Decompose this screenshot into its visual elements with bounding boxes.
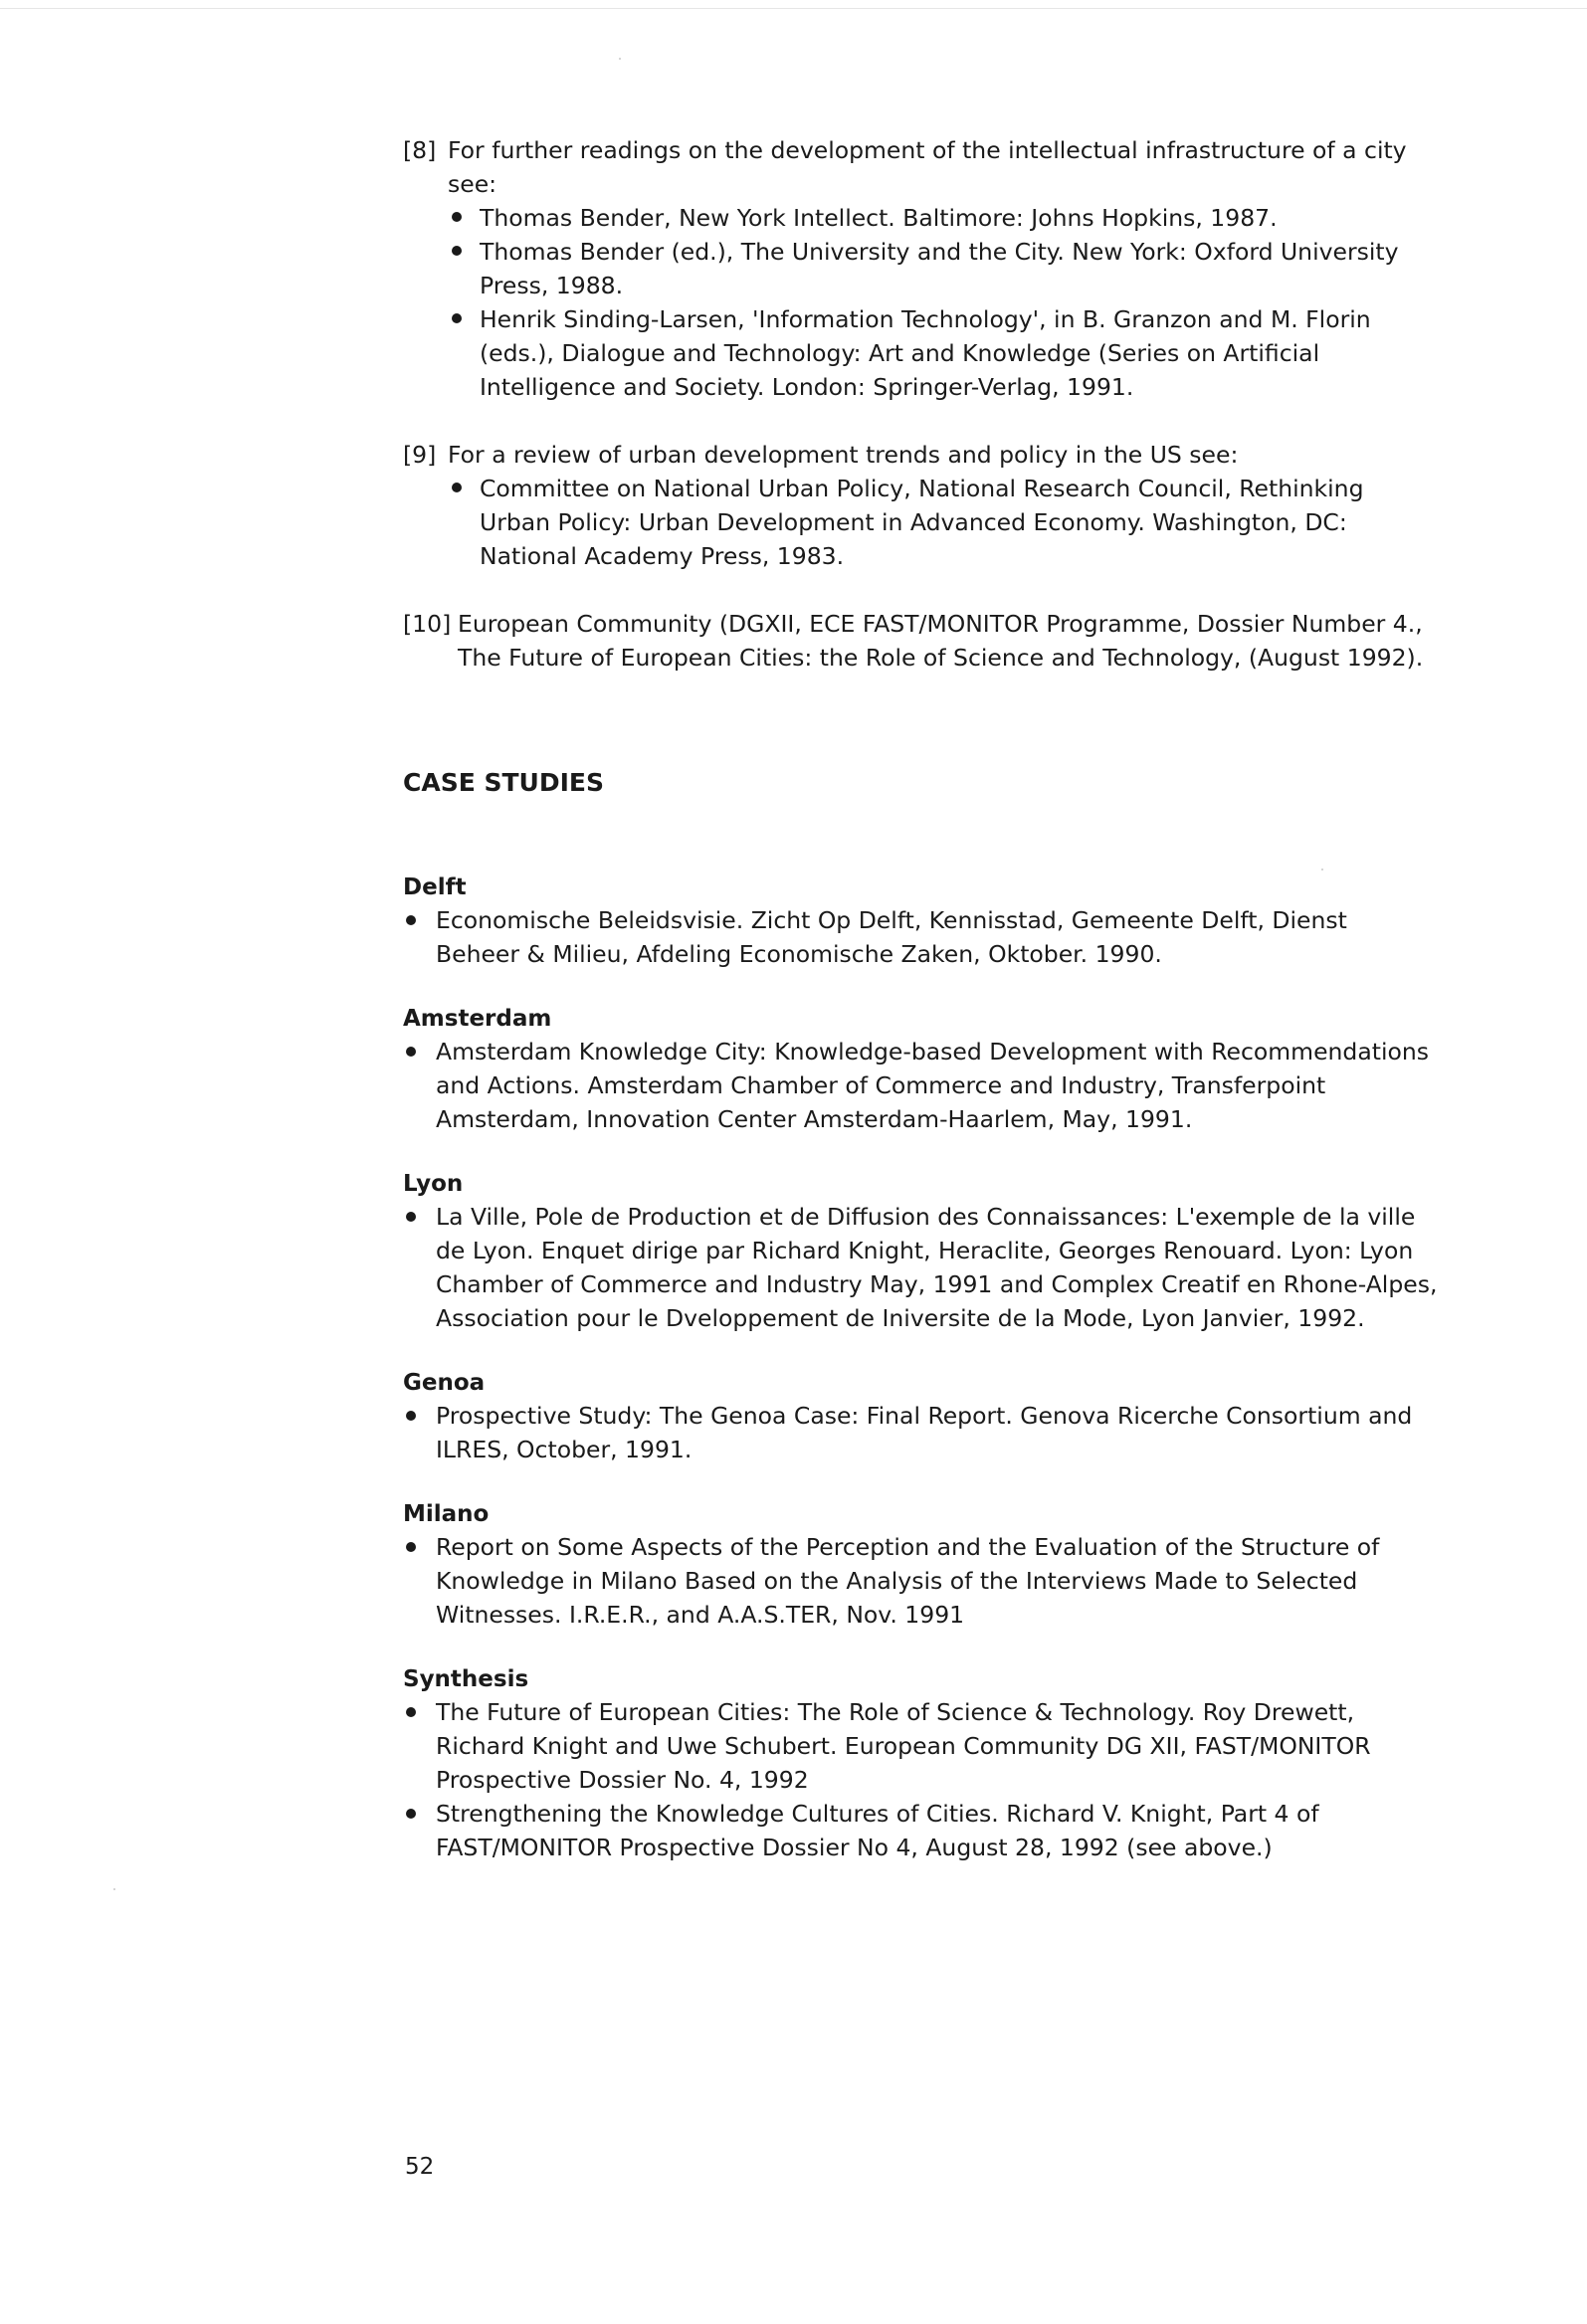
city-heading: Delft [403,874,467,900]
list-item-text: Henrik Sinding-Larsen, 'Information Technology', in B. Granzon and M. Florin (eds.), Dialogue and Technology: Art and Knowledge (Series on Artificial Intelligence and Society. London: Springer-Verlag, 1991. [480,305,1371,401]
list-item-text: Thomas Bender, New York Intellect. Baltimore: Johns Hopkins, 1987. [480,204,1278,232]
list-item [403,903,1438,971]
bullet-icon [452,483,462,492]
bullet-icon [406,915,416,925]
case-study-list [403,1200,1438,1335]
section-heading: CASE STUDIES [403,768,604,797]
city-heading: Genoa [403,1370,486,1396]
list-item [403,1399,1438,1466]
bullet-icon [452,246,462,256]
list-item-text: Report on Some Aspects of the Perception and the Evaluation of the Structure of Knowledge in Milano Based on the Analysis of the Interviews Made to Selected Witnesses. I.R.E.R., and A.A.S.TER, Nov. 1991 [436,1533,1380,1629]
bullet-icon [452,212,462,222]
list-item [403,1035,1438,1136]
reference-10 [403,607,1438,675]
case-study-list [403,1035,1438,1136]
list-item [448,235,1438,302]
reference-body [458,607,1438,675]
bullet-icon [406,1047,416,1057]
list-item-text: Strengthening the Knowledge Cultures of Cities. Richard V. Knight, Part 4 of FAST/MONITOR Prospective Dossier No 4, August 28, 1992 (see above.) [436,1800,1319,1861]
page-content [403,133,1438,1864]
list-item [448,302,1438,404]
scan-top-edge [0,8,1587,9]
page-number: 52 [405,2154,435,2180]
case-study-lyon [403,1168,1438,1335]
case-study-delft [403,872,1438,971]
city-heading: Milano [403,1501,490,1527]
list-item [403,1797,1438,1864]
reference-intro: For further readings on the development of the intellectual infrastructure of a city see: [448,136,1407,198]
reference-text: European Community (DGXII, ECE FAST/MONITOR Programme, Dossier Number 4., The Future of European Cities: the Role of Science and Technology, (August 1992). [458,610,1424,672]
list-item-text: Amsterdam Knowledge City: Knowledge-based Development with Recommendations and Actions. Amsterdam Chamber of Commerce and Industry, Transferpoint Amsterdam, Innovation Center Amsterdam-Haarlem, May, 1991. [436,1038,1430,1133]
case-study-genoa [403,1367,1438,1466]
reference-number: [9] [403,441,437,469]
reference-body [448,438,1438,573]
city-heading: Synthesis [403,1666,529,1692]
city-heading: Amsterdam [403,1006,552,1032]
list-item [403,1695,1438,1797]
bullet-icon [406,1411,416,1421]
case-study-milano [403,1498,1438,1632]
reference-intro: For a review of urban development trends and policy in the US see: [448,441,1239,469]
list-item-text: Thomas Bender (ed.), The University and the City. New York: Oxford University Press, 1988. [480,238,1399,299]
list-item [403,1530,1438,1632]
list-item-text: Economische Beleidsvisie. Zicht Op Delft, Kennisstad, Gemeente Delft, Dienst Beheer & Milieu, Afdeling Economische Zaken, Oktober. 1990. [436,906,1347,968]
list-item [448,201,1438,235]
reference-9 [403,438,1438,573]
list-item [448,472,1438,573]
case-study-list [403,1530,1438,1632]
reference-number: [8] [403,136,437,164]
scan-speck [113,1888,115,1890]
reference-list [448,472,1438,573]
bullet-icon [406,1542,416,1552]
bullet-icon [406,1809,416,1819]
reference-body [448,133,1438,404]
bullet-icon [406,1212,416,1222]
case-study-synthesis [403,1663,1438,1864]
list-item-text: The Future of European Cities: The Role of Science & Technology. Roy Drewett, Richard Knight and Uwe Schubert. European Community DG XII, FAST/MONITOR Prospective Dossier No. 4, 1992 [436,1698,1371,1794]
scan-speck [619,58,621,60]
list-item [403,1200,1438,1335]
list-item-text: La Ville, Pole de Production et de Diffusion des Connaissances: L'exemple de la ville de Lyon. Enquet dirige par Richard Knight, Heraclite, Georges Renouard. Lyon: Lyon Chamber of Commerce and Industry May, 1991 and Complex Creatif en Rhone-Alpes, Association pour le Dveloppement de Iniversite de la Mode, Lyon Janvier, 1992. [436,1203,1438,1332]
city-heading: Lyon [403,1171,464,1197]
case-study-amsterdam [403,1003,1438,1136]
reference-list [448,201,1438,404]
list-item-text: Prospective Study: The Genoa Case: Final Report. Genova Ricerche Consortium and ILRES, October, 1991. [436,1402,1413,1463]
case-study-list [403,1399,1438,1466]
case-study-list [403,1695,1438,1864]
bullet-icon [452,313,462,323]
case-study-list [403,903,1438,971]
bullet-icon [406,1707,416,1717]
reference-number: [10] [403,610,452,638]
list-item-text: Committee on National Urban Policy, National Research Council, Rethinking Urban Policy: Urban Development in Advanced Economy. Washington, DC: National Academy Press, 1983. [480,475,1364,570]
reference-8 [403,133,1438,404]
